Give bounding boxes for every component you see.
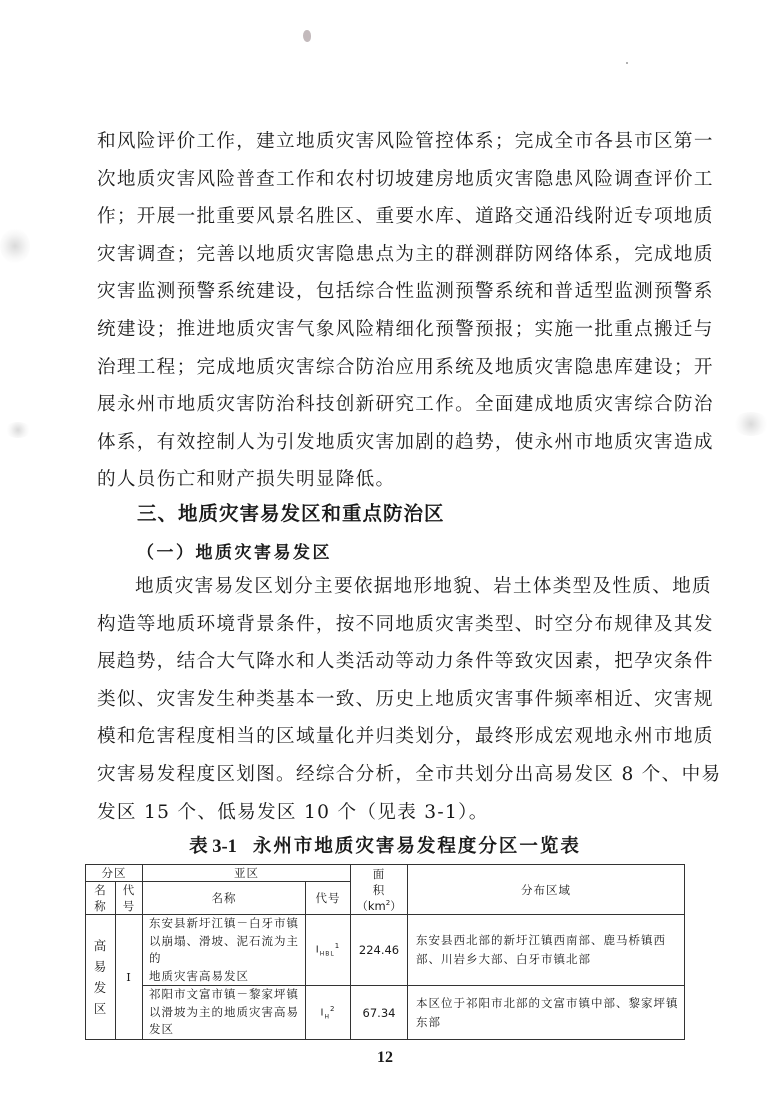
area-cell: 67.34 (351, 986, 408, 1040)
subzone-code-cell: $Ⅰ_{HBL}^1$ (306, 915, 351, 986)
subzone-code-cell: $Ⅰ_H^2$ (306, 986, 351, 1040)
area-cell: 224.46 (351, 915, 408, 986)
table-title: 永州市地质灾害易发程度分区一览表 (252, 836, 581, 857)
text-line: 模和危害程度相当的区域量化并归类划分，最终形成宏观地永州市地质 (97, 726, 714, 748)
text-line: 治理工程；完成地质灾害综合防治应用系统及地质灾害隐患库建设；开 (97, 356, 714, 378)
text-line: 发区 15 个、低易发区 10 个（见表 3-1）。 (97, 801, 489, 823)
scan-noise (733, 412, 769, 436)
text-line: 构造等地质环境背景条件，按不同地质灾害类型、时空分布规律及其发 (97, 613, 714, 635)
header-area (351, 865, 411, 915)
zone-code-cell: Ⅰ (116, 915, 143, 1040)
header-distribution: 分布区域 (408, 865, 685, 915)
text-line: 统建设；推进地质灾害气象风险精细化预警预报；实施一批重点搬迁与 (97, 318, 714, 340)
table-number: 表 3-1 (189, 837, 237, 857)
section-heading: 三、地质灾害易发区和重点防治区 (137, 502, 445, 525)
header-zone-code: 代 号 (116, 882, 143, 915)
header-subzone: 亚区 (143, 865, 351, 882)
scan-noise (0, 228, 30, 264)
text-line: 展趋势，结合大气降水和人类活动等动力条件等致灾因素，把孕灾条件 (97, 651, 714, 673)
table-caption (0, 832, 770, 858)
table-row (86, 986, 685, 1040)
text-line: 灾害易发程度区划图。经综合分析，全市共划分出高易发区 8 个、中易 (97, 763, 722, 785)
distribution-cell: 本区位于祁阳市北部的文富市镇中部、黎家坪镇 东部 (408, 986, 685, 1040)
paragraph-zoning-method (97, 568, 722, 831)
text-line: 展永州市地质灾害防治科技创新研究工作。全面建成地质灾害综合防治 (97, 394, 714, 416)
text-line: 类似、灾害发生种类基本一致、历史上地质灾害事件频率相近、灾害规 (97, 688, 714, 710)
text-line: 灾害调查；完善以地质灾害隐患点为主的群测群防网络体系，完成地质 (97, 243, 714, 265)
text-line: 作；开展一批重要风景名胜区、重要水库、道路交通沿线附近专项地质 (97, 206, 714, 228)
header-subzone-name: 名称 (143, 882, 306, 915)
header-zone: 分区 (86, 865, 143, 882)
scan-smudge (303, 30, 311, 42)
header-area-label: 面 积 (372, 866, 411, 897)
text-line: 和风险评价工作，建立地质灾害风险管控体系；完成全市各县市区第一 (97, 131, 714, 152)
subzone-name-cell: 东安县新圩江镇－白牙市镇 以崩塌、滑坡、泥石流为主的 地质灾害高易发区 (143, 915, 306, 986)
table-header-row (86, 865, 685, 882)
paragraph-risk-management (97, 123, 714, 499)
text-line: 的人员伤亡和财产损失明显降低。 (97, 469, 396, 491)
page-number: 12 (377, 1049, 393, 1066)
text-line: 体系，有效控制人为引发地质灾害加剧的趋势，使永州市地质灾害造成 (97, 431, 714, 453)
text-line: 地质灾害易发区划分主要依据地形地貌、岩土体类型及性质、地质 (135, 576, 712, 597)
subsection-heading: （一）地质灾害易发区 (137, 543, 332, 563)
subzone-name-cell: 祁阳市文富市镇－黎家坪镇 以滑坡为主的地质灾害高易 发区 (143, 986, 306, 1040)
text-line: 次地质灾害风险普查工作和农村切坡建房地质灾害隐患风险调查评价工 (97, 168, 714, 190)
header-area-unit: $(km^2)$ (356, 898, 402, 913)
text-line: 灾害监测预警系统建设，包括综合性监测预警系统和普适型监测预警系 (97, 281, 714, 303)
header-subzone-code: 代号 (306, 882, 351, 915)
header-zone-name: 名 称 (86, 882, 116, 915)
zone-table (85, 864, 685, 1040)
zone-name-cell: 高 易 发 区 (86, 915, 116, 1040)
table-row (86, 915, 685, 986)
scan-noise (5, 422, 31, 438)
scan-speck (626, 62, 628, 64)
distribution-cell: 东安县西北部的新圩江镇西南部、鹿马桥镇西 部、川岩乡大部、白牙市镇北部 (408, 915, 685, 986)
